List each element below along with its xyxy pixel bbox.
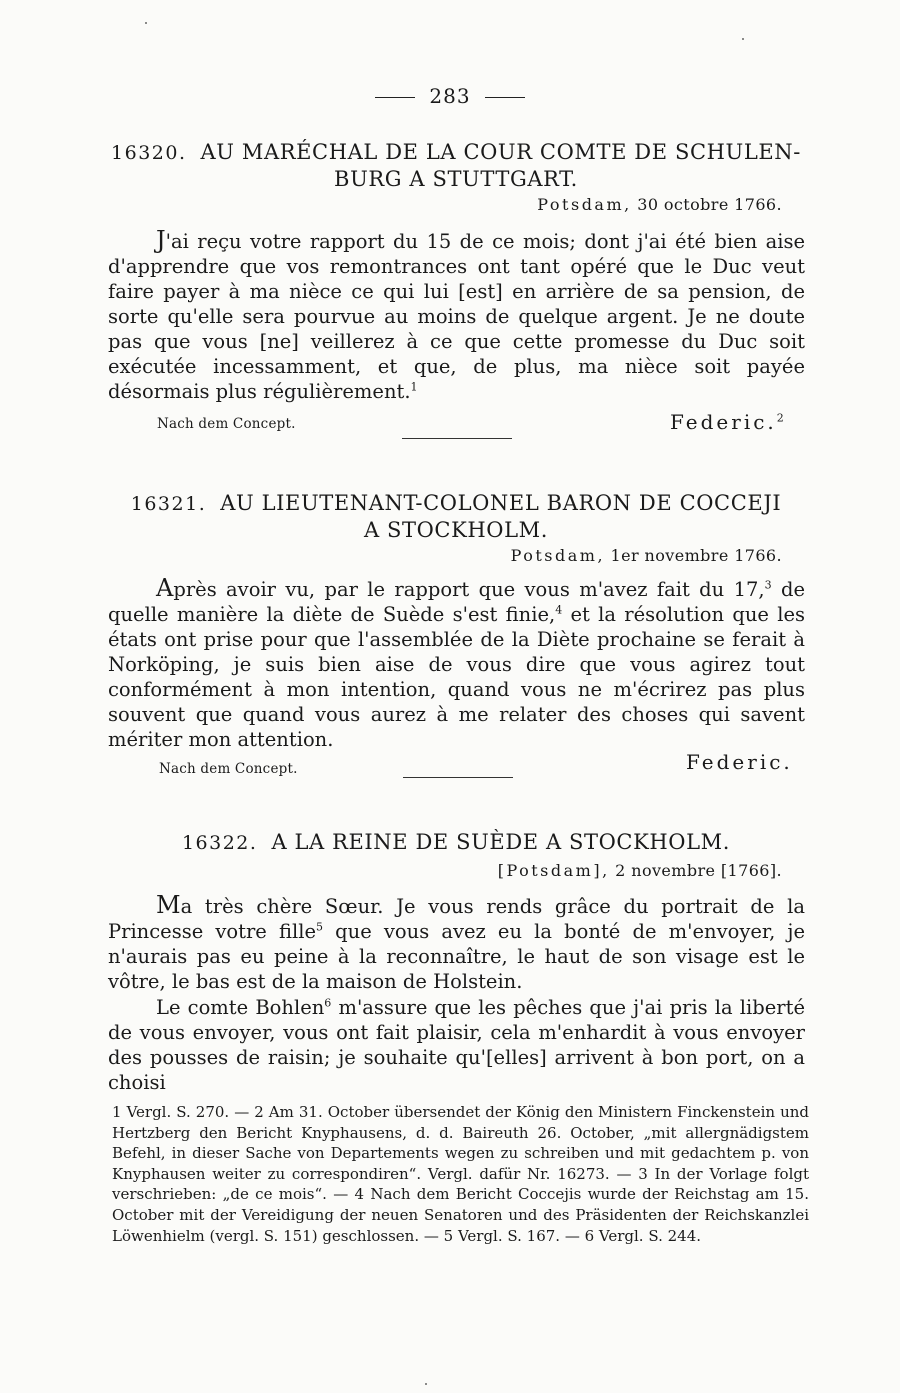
letter-dateline — [498, 861, 782, 880]
letter-place: Potsdam, — [537, 195, 632, 214]
letter-body-text: m'assure que les pêches que j'ai pris la liberté de vous envoyer, vous ont fait plaisir, cela m'enhardit à vous envoyer des pousses de raisin; je souhaite qu'[elles] arrivent à bon port, on a choisi — [108, 996, 805, 1094]
letter-body-text: que vous avez eu la bonté de m'envoyer, je n'aurais pas eu peine à la reconnaître, le haut de son visage est le vôtre, le bas est de la maison de Holstein. — [108, 920, 806, 993]
initial-letter: A — [156, 574, 174, 602]
scan-speck — [145, 22, 147, 24]
footnote-ref: 3 — [764, 578, 772, 592]
page-number-dash-right — [485, 97, 525, 98]
letter-place: Potsdam, — [510, 546, 606, 565]
footnote-ref: 5 — [316, 920, 324, 934]
letter-body-text: Le comte Bohlen — [156, 996, 325, 1019]
section-divider — [402, 438, 512, 439]
letter-body-text: a très chère Sœur. Je vous rends grâce du portrait de la Princesse votre fille — [108, 895, 805, 943]
footnote-ref: 4 — [555, 603, 563, 617]
signature-text: Federic. — [670, 410, 777, 434]
letter-heading — [108, 139, 804, 192]
letter-title-line1: A LA REINE DE SUÈDE A STOCKHOLM. — [271, 830, 731, 854]
scan-speck — [425, 1383, 427, 1385]
footnotes: 1 Vergl. S. 270. — 2 Am 31. October übersendet der König den Ministern Finckenstein und Hertzberg den Bericht Knyphausens, d. d. Baireuth 26. October, „mit allergnädigstem Befehl, in dieser Sache von Departements wegen zu schreiben und mit gedachtem p. von Knyphausen weiter zu correspondiren“. Vergl. dafür Nr. 16273. — 3 In der Vorlage folgt verschrieben: „de ce mois“. — 4 Nach dem Bericht Coccejis wurde der Reichstag am 15. October mit der Vereidigung der neuen Senatoren und des Präsidenten der Reichskanzlei Löwenhielm (vergl. S. 151) geschlossen. — 5 Vergl. S. 167. — 6 Vergl. S. 244. — [112, 1103, 809, 1245]
letter-body — [108, 995, 805, 1095]
letter-number: 16322. — [181, 832, 258, 854]
initial-letter: J — [156, 226, 166, 254]
letter-title-line1: AU LIEUTENANT-COLONEL BARON DE COCCEJI — [220, 491, 782, 515]
source-note: Nach dem Concept. — [157, 416, 296, 432]
letter-number: 16321. — [130, 493, 207, 515]
letter-dateline — [511, 546, 782, 565]
letter-place: [Potsdam], — [497, 861, 610, 880]
signature — [670, 410, 784, 434]
letter-body-text: et la résolution que les états ont prise pour que l'assemblée de la Diète prochaine se ferait à Norköping, je suis bien aise de vous dire que vous agirez tout conformément à mon intention, quand vous ne m'écrirez pas plus souvent que quand vous aurez à me relater des choses qui savent mériter mon attention. — [108, 603, 806, 751]
footnote-ref: 6 — [324, 996, 332, 1010]
letter-date: 2 novembre [1766]. — [615, 861, 782, 880]
initial-letter: M — [156, 891, 181, 919]
letter-title-line2: A STOCKHOLM. — [363, 518, 549, 542]
letter-body — [108, 893, 805, 994]
footnote-ref: 2 — [776, 411, 784, 425]
letter-heading — [108, 829, 804, 856]
letter-dateline — [537, 195, 782, 214]
letter-body — [108, 228, 805, 404]
page-number-dash-left — [375, 97, 415, 98]
letter-body-text: près avoir vu, par le rapport que vous m'avez fait du 17, — [173, 578, 765, 601]
page-number — [0, 84, 900, 108]
letter-title-line2: BURG A STUTTGART. — [334, 167, 578, 191]
page-number-text: 283 — [429, 84, 471, 108]
section-divider — [403, 777, 513, 778]
letter-body-text: de quelle manière la diète de Suède s'est finie, — [108, 578, 805, 626]
footnote-ref: 1 — [410, 380, 418, 394]
source-note: Nach dem Concept. — [159, 761, 298, 777]
letter-heading — [108, 490, 804, 543]
scan-speck — [742, 38, 744, 40]
letter-body-text: 'ai reçu votre rapport du 15 de ce mois; dont j'ai été bien aise d'apprendre que vos remontrances ont tant opéré que le Duc veut faire payer à ma nièce ce qui lui [est] en arrière de sa pension, de sorte qu'elle sera pourvue au moins de quelque argent. Je ne doute pas que vous [ne] veillerez à ce que cette promesse du Duc soit exécutée incessamment, et que, de plus, ma nièce soit payée désormais plus régulièrement. — [108, 230, 805, 403]
letter-number: 16320. — [111, 142, 187, 164]
letter-body — [108, 576, 805, 752]
letter-date: 1er novembre 1766. — [610, 546, 782, 565]
signature: Federic. — [686, 750, 793, 774]
letter-title-line1: AU MARÉCHAL DE LA COUR COMTE DE SCHULEN- — [200, 140, 801, 164]
letter-date: 30 octobre 1766. — [637, 195, 782, 214]
